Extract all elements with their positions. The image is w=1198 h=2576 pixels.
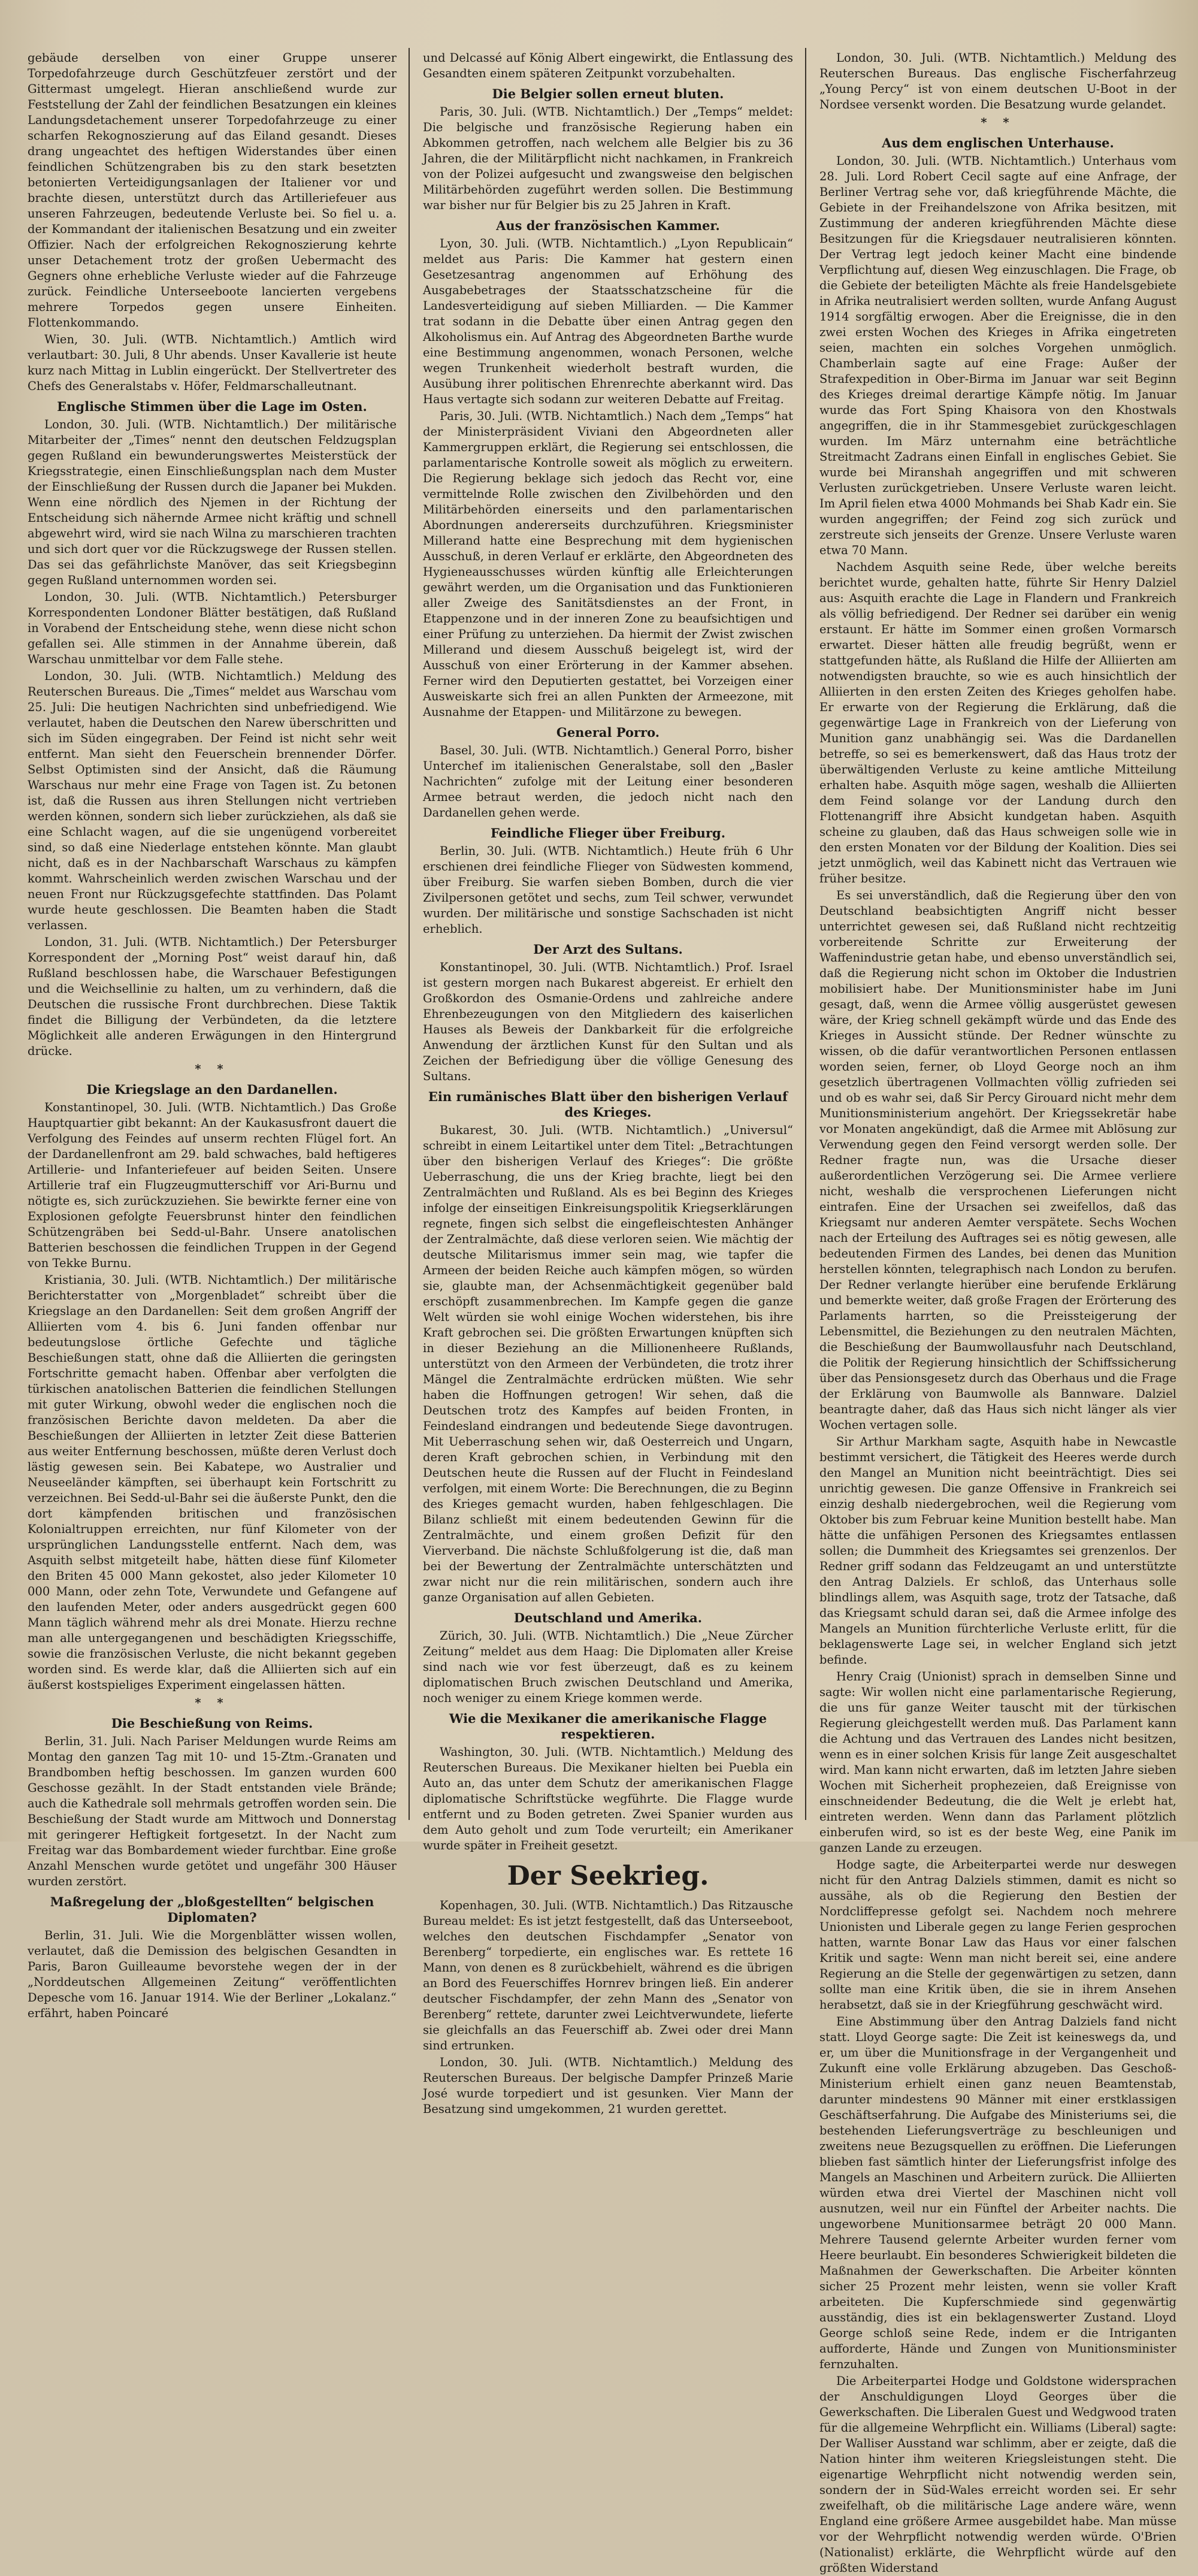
article-heading: Ein rumänisches Blatt über den bisherigen Verlauf des Krieges.: [428, 1089, 788, 1120]
article-paragraph: London, 30. Juli. (WTB. Nichtamtlich.) Meldung des Reuterschen Bureaus. Die „Times“ meldet aus Warschau vom 25. Juli: Die heutigen Nachrichten sind unbefriedigend. Wie verlautet, haben die Deutschen den Narew überschritten und sich im Süden eingegraben. Der Feind ist nicht sehr weit entfernt. Man sieht den Feuerschein brennender Dörfer. Selbst Optimisten sind der Ansicht, daß die Räumung Warschaus nur mehr eine Frage von Tagen ist. Zu betonen ist, daß die Russen aus ihren Stellungen nicht vertrieben werden können, sondern sich lieber zurückziehen, als daß sie eine Schlacht wagen, auf die sie ungenügend vorbereitet sind, so daß eine Niederlage entstehen könnte. Man glaubt nicht, daß es in der Nachbarschaft Warschaus zu kämpfen kommt. Wahrscheinlich werden zwischen Warschau und der neuen Front nur Rückzugsgefechte stattfinden. Das Polamt wurde heute geschlossen. Die Beamten haben die Stadt verlassen.: [28, 669, 397, 932]
article-heading: Die Belgier sollen erneut bluten.: [492, 86, 724, 101]
article-paragraph: Wien, 30. Juli. (WTB. Nichtamtlich.) Amtlich wird verlautbart: 30. Juli, 8 Uhr abends. Unser Kavallerie ist heute kurz nach Mittag in Lublin eingerückt. Der Stellvertreter des Chefs des Generalstabs v. Höfer, Feldmarschalleutnant.: [28, 332, 397, 393]
article-paragraph: London, 30. Juli. (WTB. Nichtamtlich.) Unterhaus vom 28. Juli. Lord Robert Cecil sagte auf eine Anfrage, der Berliner Vertrag sehe vor, daß kriegführende Mächte, die Gebiete in der Freihandelszone von Afrika besitzen, mit Zustimmung der anderen kriegführenden Mächte diese Besitzungen für die Kriegsdauer neutralisieren könnten. Der Vertrag legt jedoch keiner Macht eine bindende Verpflichtung auf, diesen Weg einzuschlagen. Die Frage, ob die Gebiete der beteiligten Mächte als freie Handelsgebiete in Afrika neutralisiert werden sollten, wurde Anfang August 1914 sorgfältig erwogen. Aber die Ereignisse, die in den zwei ersten Wochen des Krieges in Afrika eingetreten seien, machten ein solches Vorgehen unmöglich. Chamberlain sagte auf eine Frage: Außer der Strafexpedition in Ober-Birma im Januar war seit Beginn des Krieges dreimal derartige Kämpfe nötig. Im Januar wurde das Fort Sping Khaisora von den Khostwals angegriffen, die in ihr Stammesgebiet zurückgeschlagen wurden. Im März unternahm eine beträchtliche Streitmacht Zadrans einen Einfall in englisches Gebiet. Sie wurde bei Miranshah angegriffen und mit schweren Verlusten zurückgetrieben. Unsere Verluste waren leicht. Im April fielen etwa 4000 Mohmands bei Shab Kadr ein. Sie wurden angegriffen; der Feind zog sich zurück und zerstreute sich jenseits der Grenze. Unsere Verluste waren etwa 70 Mann.: [819, 154, 1176, 557]
section-divider: * *: [981, 116, 1015, 129]
article-paragraph: Eine Abstimmung über den Antrag Dalziels fand nicht statt. Lloyd George sagte: Die Zeit ist keineswegs da, und er, um über die Munitionsfrage in der Vergangenheit und Zukunft eine volle Erklärung abzugeben. Das Geschoß-Ministerium erhielt einen ganz neuen Beamtenstab, darunter mindestens 90 Männer mit einer erstklassigen Geschäftserfahrung. Die Aufgabe des Ministeriums sei, die bestehenden Lieferungsverträge zu beschleunigen und zweitens neue Bezugsquellen zu eröffnen. Die Lieferungen blieben fast sämtlich hinter der Lieferungsfrist infolge des Mangels an Maschinen und Arbeitern zurück. Die Alliierten würden etwa drei Viertel der Maschinen nicht voll ausnutzen, weil nur ein Fünftel der Arbeiter nachts. Die ungeworbene Munitionsarmee beträgt 20 000 Mann. Mehrere Tausend gelernte Arbeiter wurden ferner vom Heere beurlaubt. Ein besonderes Schwierigkeit bildeten die Maßnahmen der Gewerkschaften. Die Arbeiter könnten sicher 25 Prozent mehr leisten, wenn sie voller Kraft arbeiteten. Die Kupferschmiede sind gegenwärtig ausständig, dies ist ein beklagenswerter Zustand. Lloyd George schloß seine Rede, indem er die Intriganten aufforderte, Hände und Zungen von Munitionsminister fernzuhalten.: [819, 2015, 1176, 2371]
article-paragraph: Zürich, 30. Juli. (WTB. Nichtamtlich.) Die „Neue Zürcher Zeitung“ meldet aus dem Haag: Die Diplomaten aller Kreise sind nach wie vor fest überzeugt, daß es zu keinem diplomatischen Bruch zwischen Deutschland und Amerika, noch weniger zu einem Kriege kommen werde.: [423, 1629, 793, 1705]
article-paragraph: Bukarest, 30. Juli. (WTB. Nichtamtlich.) „Universul“ schreibt in einem Leitartikel unter dem Titel: „Betrachtungen über den bisherigen Verlauf des Krieges“: Die größte Ueberraschung, die uns der Krieg brachte, liegt bei den Zentralmächten und Rußland. Als es bei Beginn des Krieges infolge der einseitigen Einkreisungspolitik Kriegserklärungen regnete, fingen sich selbst die eingefleischtesten Anhänger der Zentralmächte, daß diese verloren seien. Wie mächtig der deutsche Militarismus immer sein mag, wie tapfer die Armeen der beiden Reiche auch kämpfen mögen, so würden sie, glaubte man, der Achsenmächtigkeit gegenüber bald erschöpft zusammenbrechen. Im Kampfe gegen die ganze Welt würden sie wohl einige Wochen widerstehen, bis ihre Kraft gebrochen sei. Die größten Erwartungen knüpften sich in dieser Beziehung an die Millionenheere Rußlands, unterstützt von den Armeen der Verbündeten, die trotz ihrer Mängel die Zentralmächte erdrücken müßten. Wie sehr haben die Hoffnungen getrogen! Wir sehen, daß die Deutschen trotz des Kampfes auf beiden Fronten, in Feindesland eindrangen und bedeutende Siege davontrugen. Mit Ueberraschung sehen wir, daß Oesterreich und Ungarn, deren Kraft gebrochen schien, in Verbindung mit den Deutschen heute die Russen auf der Flucht in Feindesland verfolgen, mit einem Worte: Die Berechnungen, die zu Beginn des Krieges gemacht wurden, haben fehlgeschlagen. Die Bilanz schließt mit einem bedeutenden Gewinn für die Zentralmächte, und einem großen Defizit für den Vierverband. Die nächste Schlußfolgerung ist die, daß man bei der Bewertung der Zentralmächte unterschätzten und zwar nicht nur die rein militärischen, sondern auch ihre ganze Organisation auf allen Gebieten.: [423, 1123, 793, 1604]
article-heading: Die Beschießung von Reims.: [111, 1716, 313, 1731]
article-heading: Maßregelung der „bloßgestellten“ belgischen Diplomaten?: [50, 1894, 374, 1925]
article-paragraph: Die Arbeiterpartei Hodge und Goldstone widersprachen der Anschuldigungen Lloyd Georges über die Gewerkschaften. Die Liberalen Guest und Wedgwood traten für die allgemeine Wehrpflicht ein. Williams (Liberal) sagte: Der Walliser Ausstand war schlimm, aber er zeigte, daß die Nation hinter ihm weiteren Kriegsleistungen steht. Die eigenartige Wehrpflicht nicht notwendig werden sein, sondern der in Süd-Wales erreicht worden sei. Er sehr zweifelhaft, ob die militärische Lage andere wäre, wenn England eine größere Armee ausgebildet habe. Man müsse vor der Wehrpflicht notwendig werden würde. O'Brien (Nationalist) erklärte, die Wehrpflicht würde auf den größten Widerstand: [819, 2374, 1176, 2575]
article-paragraph: Paris, 30. Juli. (WTB. Nichtamtlich.) Nach dem „Temps“ hat der Ministerpräsident Viviani den Abgeordneten aller Kammergruppen erklärt, die Regierung sei entschlossen, die parlamentarische Kontrolle soweit als möglich zu erweitern. Die Regierung beklage sich jedoch das Recht vor, eine vermittelnde Rolle zwischen den Zivilbehörden und den Militärbehörden einerseits und den parlamentarischen Abordnungen andererseits durchzuführen. Kriegsminister Millerand hatte eine Besprechung mit dem hygienischen Ausschuß, in deren Verlauf er erklärte, den Abgeordneten des Hygieneausschusses würden künftig alle Erleichterungen gewährt werden, um die Organisation und das Funktionieren aller Zweige des Sanitätsdienstes an der Front, in Etappenzone und in der inneren Zone zu beaufsichtigen und einer Prüfung zu unterziehen. Da hiermit der Zwist zwischen Millerand und diesem Ausschuß beigelegt ist, wird der Ausschuß von einer Erörterung in der Kammer absehen. Ferner wird den Deputierten gestattet, bei Vorzeigen einer Ausweiskarte sich frei an allen Punkten der Armeezone, mit Ausnahme der Etappen- und Militärzone zu bewegen.: [423, 409, 793, 719]
article-paragraph: Berlin, 31. Juli. Wie die Morgenblätter wissen wollen, verlautet, daß die Demission des belgischen Gesandten in Paris, Baron Guilleaume bevorstehe wegen der in der „Norddeutschen Allgemeinen Zeitung“ veröffentlichten Depesche vom 16. Januar 1914. Wie der Berliner „Lokalanz.“ erfährt, haben Poincaré: [28, 1928, 397, 2020]
article-paragraph: Paris, 30. Juli. (WTB. Nichtamtlich.) Der „Temps“ meldet: Die belgische und französische Regierung haben ein Abkommen getroffen, nach welchem alle Belgier bis zu 36 Jahren, die der Militärpflicht nicht nachkamen, in Frankreich von der Polizei aufgesucht und zwangsweise den belgischen Militärbehörden zugeführt werden sollen. Die Bestimmung war bisher nur für Belgier bis zu 25 Jahren in Kraft.: [423, 105, 793, 212]
article-paragraph: Nachdem Asquith seine Rede, über welche bereits berichtet wurde, gehalten hatte, führte Sir Henry Dalziel aus: Asquith erachte die Lage in Flandern und Frankreich als völlig befriedigend. Der Redner sei darüber ein wenig erstaunt. Er hätte im Sommer einen großen Vormarsch erwartet. Dieser hätten alle freudig begrüßt, wenn er stattgefunden hätte, als Rußland die Hilfe der Alliierten am notwendigsten brauchte, so wie es auch hinsichtlich der Alliierten in den ersten Zeiten des Krieges geholfen habe. Er erwarte von der Regierung die Erklärung, daß die gegenwärtige Lage in Frankreich von der Lieferung von Munition ganz unabhängig sei. Was die Dardanellen betreffe, so sei es bemerkenswert, daß das Haus trotz der überwältigenden Verluste zu keine amtliche Mitteilung erhalten habe. Asquith möge sagen, weshalb die Alliierten dem Feind solange vor der Landung durch den Flottenangriff ihre Absicht kundgetan haben. Asquith scheine zu glauben, daß das Haus schweigen solle wie in den ersten Monaten vor der Bildung der Koalition. Dies sei jetzt unmöglich, weil das Kabinett nicht das Vertrauen wie früher besitze.: [819, 560, 1176, 885]
article-paragraph: Basel, 30. Juli. (WTB. Nichtamtlich.) General Porro, bisher Unterchef im italienischen Generalstabe, soll den „Basler Nachrichten“ zufolge mit der Leitung einer besonderen Armee betraut werden, die jedoch nicht nach den Dardanellen gehen werde.: [423, 743, 793, 820]
article-paragraph: Es sei unverständlich, daß die Regierung über den von Deutschland beabsichtigten Angriff nicht besser unterrichtet gewesen sei, daß Rußland nicht rechtzeitig vorbereitende Schritte zur Erweiterung der Waffenindustrie getan habe, und ebenso unverständlich sei, daß die Regierung nicht schon im Oktober die Industrien mobilisiert habe. Der Munitionsminister habe im Juni gesagt, daß, wenn die Armee völlig ausgerüstet gewesen wäre, der Krieg schnell gekämpft würde und das Ende des Krieges in Aussicht stünde. Der Redner wünschte zu wissen, ob die dafür verantwortlichen Personen entlassen worden seien, ferner, ob Lloyd George noch an ihm gesetzlich übertragenen Vollmachten völlig zufrieden sei und ob es wahr sei, daß Sir Percy Girouard nicht mehr dem Munitionsministerium angehört. Der Kriegssekretär habe vor Monaten angekündigt, daß die Armee mit Ablösung zur Verwendung gegen den Feind versorgt werden solle. Der Redner fragte nun, was die Ursache dieser außerordentlichen Verzögerung sei. Die Armee verliere nicht, weshalb die versprochenen Lieferungen nicht eintrafen. Eine der Ursachen sei zweifellos, daß das Kriegsamt nur anderen Aemter verspätete. Sechs Wochen nach der Erteilung des Auftrages sei es nötig gewesen, alle bedeutenden Firmen des Landes, bei denen das Munition herstellen könnten, telegraphisch nach London zu berufen. Der Redner verlangte hierüber eine berufende Erklärung und bemerkte weiter, daß große Fragen der Erörterung des Parlaments harrten, so die Preissteigerung der Lebensmittel, die Beziehungen zu den neutralen Mächten, die Beschießung der Baumwollausfuhr nach Deutschland, die Politik der Regierung hinsichtlich der Schiffssicherung über das Pensionsgesetz durch das Oberhaus und die Frage der Erklärung von Baumwolle als Bannware. Dalziel beantragte daher, daß das Haus sich nicht länger als vier Wochen vertagen solle.: [819, 888, 1176, 1432]
section-title: Der Seekrieg.: [507, 1861, 709, 1891]
article-paragraph: Lyon, 30. Juli. (WTB. Nichtamtlich.) „Lyon Republicain“ meldet aus Paris: Die Kammer hat gestern einen Gesetzesantrag angenommen auf Erhöhung des Ausgabebetrages der Staatsschatzscheine für die Landesverteidigung auf sieben Milliarden. — Die Kammer trat sodann in die Debatte über einen Antrag gegen den Alkoholismus ein. Auf Antrag des Abgeordneten Barthe wurde eine Bestimmung angenommen, wonach Personen, welche wegen Trunkenheit wiederholt bestraft wurden, die Ausübung ihrer politischen Ehrenrechte aberkannt wird. Das Haus vertagte sich sodann zur weiteren Debatte auf Freitag.: [423, 237, 793, 406]
section-divider: * *: [195, 1696, 229, 1710]
column-rule: [409, 48, 410, 1820]
article-heading: Deutschland und Amerika.: [513, 1610, 703, 1625]
article-paragraph: gebäude derselben von einer Gruppe unserer Torpedofahrzeuge durch Geschützfeuer zerstört und der Gittermast umgelegt. Hieran anschließend wurde zur Feststellung der Zahl der feindlichen Besatzungen ein kleines Landungsdetachement unserer Torpedofahrzeuge zu einer scharfen Rekognoszierung auf das Eiland gesandt. Dieses drang ungeachtet des heftigen Widerstandes über einen feindlichen Schützengraben bis zu den stark besetzten betonierten Verteidigungsanlagen der Italiener vor und brachte diesen, unterstützt durch das Artilleriefeuer aus unseren Fahrzeugen, bedeutende Verluste bei. So fiel u. a. der Kommandant der italienischen Besatzung und ein zweiter Offizier. Nach der erfolgreichen Rekognoszierung kehrte unser Detachement trotz der großen Uebermacht des Gegners ohne erhebliche Verluste wieder auf die Fahrzeuge zurück. Feindliche Unterseeboote lancierten vergebens mehrere Torpedos gegen unsere Einheiten. Flottenkommando.: [28, 51, 397, 329]
article-paragraph: Konstantinopel, 30. Juli. (WTB. Nichtamtlich.) Das Große Hauptquartier gibt bekannt: An der Kaukasusfront dauert die Verfolgung des Feindes auf unserm rechten Flügel fort. An der Dardanellenfront am 29. bald schwaches, bald heftigeres Artillerie- und Infanteriefeuer auf beiden Seiten. Unsere Artillerie traf ein Flugzeugmutterschiff vor Ari-Burnu und nötigte es, sich zurückzuziehen. Sie bewirkte ferner eine von Explosionen gefolgte Feuersbrunst hinter den feindlichen Schützengräben bei Sedd-ul-Bahr. Unsere anatolischen Batterien beschossen die feindlichen Truppen in der Gegend von Tekke Burnu.: [28, 1100, 397, 1270]
article-paragraph: Kopenhagen, 30. Juli. (WTB. Nichtamtlich.) Das Ritzausche Bureau meldet: Es ist jetzt festgestellt, daß das Unterseeboot, welches den deutschen Fischdampfer „Senator von Berenberg“ torpedierte, ein englisches war. Es rettete 16 Mann, von denen es 8 zurückbehielt, während es die übrigen an Bord des Feuerschiffes Hornrev bringen ließ. Ein anderer deutscher Fischdampfer, der zehn Mann des „Senator von Berenberg“ rettete, darunter zwei Leichtverwundete, lieferte sie gleichfalls an das Feuerschiff ab. Zwei oder drei Mann sind ertrunken.: [423, 1898, 793, 2052]
article-heading: Aus dem englischen Unterhause.: [882, 135, 1114, 150]
article-paragraph: London, 30. Juli. (WTB. Nichtamtlich.) Petersburger Korrespondenten Londoner Blätter bestätigen, daß Rußland in Vorabend der Entscheidung stehe, wenn diese nicht schon gefallen sei. Alle stimmen in der Annahme überein, daß Warschau unmittelbar vor dem Falle stehe.: [28, 590, 397, 666]
column-rule: [805, 48, 806, 1820]
article-heading: Englische Stimmen über die Lage im Osten.: [57, 399, 367, 414]
article-paragraph: Berlin, 30. Juli. (WTB. Nichtamtlich.) Heute früh 6 Uhr erschienen drei feindliche Flieger von Südwesten kommend, über Freiburg. Sie warfen sieben Bomben, durch die vier Zivilpersonen getötet und sechs, zum Teil schwer, verwundet wurden. Der militärische und sonstige Sachschaden ist nicht erheblich.: [423, 844, 793, 936]
article-paragraph: London, 31. Juli. (WTB. Nichtamtlich.) Der Petersburger Korrespondent der „Morning Post“ weist darauf hin, daß Rußland beschlossen habe, die Warschauer Befestigungen und die Weichsellinie zu halten, um zu verhindern, daß die Deutschen die russische Front durchbrechen. Diese Taktik findet die Billigung der Verbündeten, da die letztere Möglichkeit alle anderen Erwägungen in den Hintergrund drücke.: [28, 935, 397, 1058]
column-3: [819, 50, 1176, 2575]
article-heading: Der Arzt des Sultans.: [533, 942, 683, 957]
article-paragraph: Washington, 30. Juli. (WTB. Nichtamtlich.) Meldung des Reuterschen Bureaus. Die Mexikaner hielten bei Puebla ein Auto an, das unter dem Schutz der amerikanischen Flagge diplomatische Schriftstücke wegführte. Die Flagge wurde entfernt und zu Boden getreten. Zwei Spanier wurden aus dem Auto geholt und zum Tode verurteilt; ein Amerikaner wurde später in Freiheit gesetzt.: [423, 1745, 793, 1852]
article-heading: Aus der französischen Kammer.: [496, 218, 720, 233]
article-paragraph: London, 30. Juli. (WTB. Nichtamtlich.) Meldung des Reuterschen Bureaus. Der belgische Dampfer Prinzeß Marie José wurde torpediert und ist gesunken. Vier Mann der Besatzung sind umgekommen, 21 wurden gerettet.: [423, 2055, 793, 2116]
article-paragraph: London, 30. Juli. (WTB. Nichtamtlich.) Meldung des Reuterschen Bureaus. Das englische Fischerfahrzeug „Young Percy“ ist von einem deutschen U-Boot in der Nordsee versenkt worden. Die Besatzung wurde gelandet.: [819, 51, 1176, 111]
column-1: [28, 50, 397, 2020]
article-paragraph: Kristiania, 30. Juli. (WTB. Nichtamtlich.) Der militärische Berichterstatter von „Morgenbladet“ schreibt über die Kriegslage an den Dardanellen: Seit dem großen Angriff der Alliierten vom 4. bis 6. Juni fanden offenbar nur bedeutungslose örtliche Gefechte und tägliche Beschießungen statt, ohne daß die Alliierten die geringsten Fortschritte gemacht haben. Offenbar aber verfolgten die türkischen anatolischen Batterien die feindlichen Stellungen mit guter Wirkung, obwohl weder die englischen noch die französischen Berichte davon meldeten. Da aber die Beschießungen der Alliierten in letzter Zeit diese Batterien aus weiter Entfernung beschossen, müßte deren Verlust doch lästig gewesen sein. Bei Kabatepe, wo Australier und Neuseeländer kämpften, sei überhaupt kein Fortschritt zu verzeichnen. Bei Sedd-ul-Bahr sei die äußerste Punkt, den die dort kämpfenden britischen und französischen Kolonialtruppen erreichten, nur fünf Kilometer von der ursprünglichen Landungsstelle entfernt. Nach dem, was Asquith selbst mitgeteilt habe, hätten diese fünf Kilometer den Briten 45 000 Mann gekostet, also jeder Kilometer 10 000 Mann, oder zehn Tote, Verwundete und Gefangene auf den laufenden Meter, oder anders ausgedrückt gegen 600 Mann täglich während mehr als drei Monate. Hierzu rechne man alle untergegangenen und beschädigten Kriegsschiffe, sowie die französischen Verluste, die nicht bekannt gegeben worden sind. Es werde klar, daß die Alliierten sich auf ein äußerst kostspieliges Experiment eingelassen hätten.: [28, 1273, 397, 1692]
article-paragraph: Henry Craig (Unionist) sprach in demselben Sinne und sagte: Wir wollen nicht eine parlamentarische Regierung, die uns für ganze Weiter tauscht mit der türkischen Regierung gleichgestellt werden muß. Das Parlament kann die Achtung und das Vertrauen des Landes nicht besitzen, wenn es in einer solchen Krisis für lange Zeit ausgeschaltet wird. Man kann nicht erwarten, daß im letzten Jahre sieben Wochen mit Sicherheit prophezeien, daß Ereignisse von einschneidender Bedeutung, die die Welt je erlebt hat, eintreten werden. Wenn dann das Parlament plötzlich einberufen wird, so ist es der beste Weg, eine Panik im ganzen Lande zu erzeugen.: [819, 1670, 1176, 1855]
article-heading: Feindliche Flieger über Freiburg.: [490, 826, 726, 840]
column-2: [423, 50, 793, 2116]
article-paragraph: London, 30. Juli. (WTB. Nichtamtlich.) Der militärische Mitarbeiter der „Times“ nennt den deutschen Feldzugsplan gegen Rußland ein bewunderungswertes Meisterstück der Kriegsstrategie, einen Einschließungsplan nach dem Muster der Einschließung der Russen durch die Japaner bei Mukden. Wenn eine nördlich des Njemen in der Richtung der Entscheidung sich nähernde Armee nicht kräftig und schnell abgewehrt wird, wird sie nach Wilna zu marschieren trachten und sich dort quer vor die Rückzugswege der Russen stellen. Das sei das gefährlichste Manöver, das seit Kriegsbeginn gegen Rußland unternommen worden sei.: [28, 418, 397, 587]
section-divider: * *: [195, 1062, 229, 1076]
article-heading: Wie die Mexikaner die amerikanische Flagge respektieren.: [449, 1711, 767, 1741]
article-heading: General Porro.: [556, 725, 660, 740]
article-paragraph: Berlin, 31. Juli. Nach Pariser Meldungen wurde Reims am Montag den ganzen Tag mit 10- und 15-Ztm.-Granaten und Brandbomben heftig beschossen. Im ganzen wurden 600 Geschosse gezählt. In der Stadt entstanden viele Brände; auch die Kathedrale soll mehrmals getroffen worden sein. Die Beschießung der Stadt wurde am Mittwoch und Donnerstag mit geringerer Heftigkeit fortgesetzt. In der Nacht zum Freitag war das Bombardement wieder furchtbar. Eine große Anzahl Menschen wurde getötet und ungefähr 300 Häuser wurden zerstört.: [28, 1734, 397, 1888]
article-paragraph: und Delcassé auf König Albert eingewirkt, die Entlassung des Gesandten einem späteren Zeitpunkt vorzubehalten.: [423, 51, 793, 80]
article-paragraph: Konstantinopel, 30. Juli. (WTB. Nichtamtlich.) Prof. Israel ist gestern morgen nach Bukarest abgereist. Er erhielt den Großkordon des Osmanie-Ordens und zahlreiche andere Ehrenbezeugungen von den Mitgliedern des kaiserlichen Hauses als Beweis der Dankbarkeit für die erfolgreiche Anwendung der ärztlichen Kunst für den Sultan und als Zeichen der Befriedigung über die völlige Genesung des Sultans.: [423, 960, 793, 1083]
article-paragraph: Hodge sagte, die Arbeiterpartei werde nur deswegen nicht für den Antrag Dalziels stimmen, damit es nicht so aussähe, als ob die Regierung den Bestien der Nordcliffepresse gefolgt sei. Nachdem noch mehrere Unionisten und Liberale gegen zu lange Ferien gesprochen hatten, warnte Bonar Law das Haus vor einer falschen Kritik und sagte: Wenn man nicht bereit sei, eine andere Regierung an die Stelle der gegenwärtigen zu setzen, dann sollte man eine Kritik üben, die sie in ihrem Ansehen herabsetzt, daß sie in der Kriegführung geschwächt wird.: [819, 1858, 1176, 2012]
article-heading: Die Kriegslage an den Dardanellen.: [86, 1082, 338, 1097]
article-paragraph: Sir Arthur Markham sagte, Asquith habe in Newcastle bestimmt versichert, die Tätigkeit des Heeres werde durch den Mangel an Munition nicht beeinträchtigt. Dies sei unrichtig gewesen. Die ganze Offensive in Frankreich sei einzig deshalb niedergebrochen, weil die Regierung vom Oktober bis zum Februar keine Munition bestellt habe. Man hätte die unfähigen Personen des Kriegsamtes entlassen sollen; die Dummheit des Kriegsamtes sei grenzenlos. Der Redner griff sodann das Feldzeugamt an und unterstützte den Antrag Dalziels. Er schloß, das Unterhaus solle blindlings allem, was Asquith sage, trotz der Tatsache, daß das Kriegsamt schuld daran sei, daß die Armee infolge des Mangels an Munition fürchterliche Verluste erlitt, für die beklagenswerte Lage sei, in welcher England sich jetzt befinde.: [819, 1435, 1176, 1667]
